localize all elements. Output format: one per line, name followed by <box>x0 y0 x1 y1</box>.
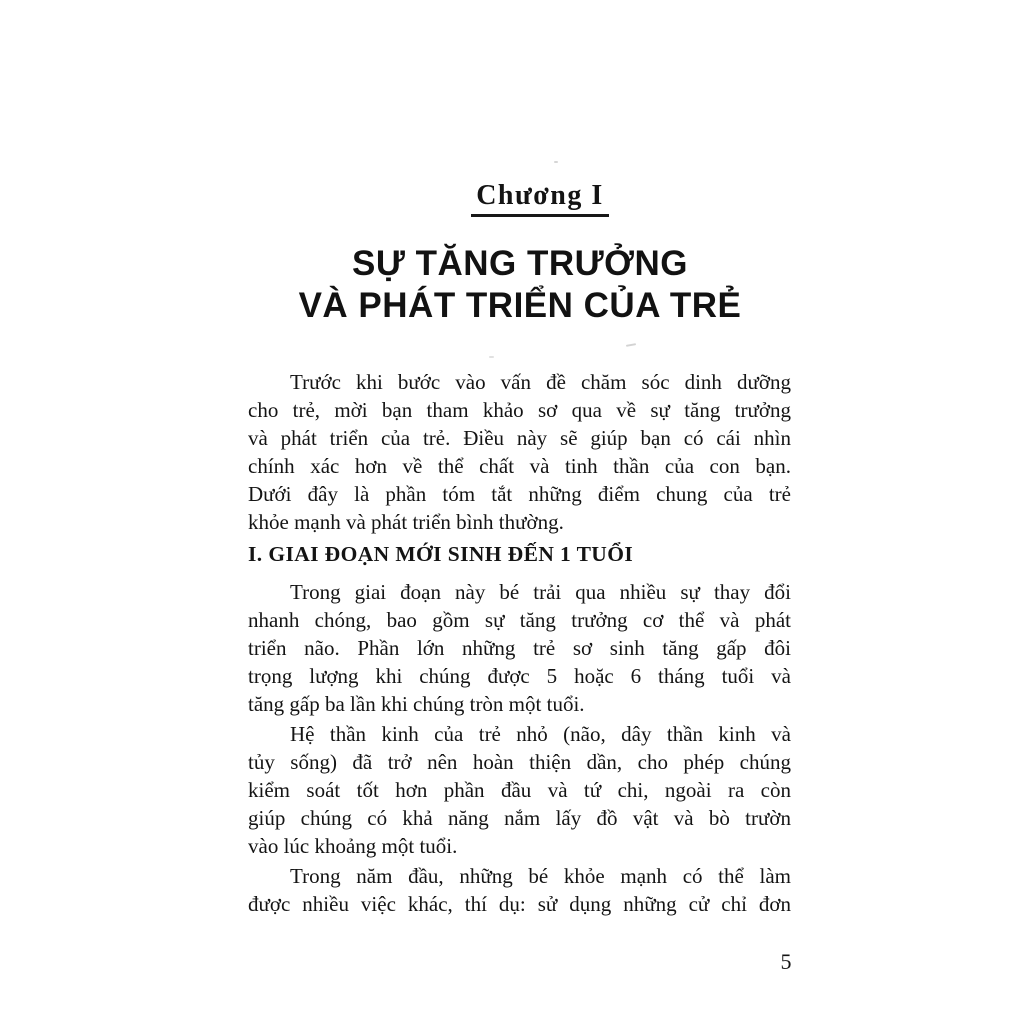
scan-artifact <box>489 356 494 358</box>
text-line: Trước khi bước vào vấn đề chăm sóc dinh dưỡng <box>290 370 791 394</box>
text-line: tủy sống) đã trở nên hoàn thiện dần, cho phép chúng <box>248 750 791 774</box>
text-line: Trong năm đầu, những bé khỏe mạnh có thể làm <box>290 864 791 888</box>
text-line: triển não. Phần lớn những trẻ sơ sinh tăng gấp đôi <box>248 636 791 660</box>
paragraph-growth <box>248 578 791 718</box>
text-line: kiểm soát tốt hơn phần đầu và tứ chi, ngoài ra còn <box>248 778 791 802</box>
text-line: và phát triển của trẻ. Điều này sẽ giúp bạn có cái nhìn <box>248 426 791 450</box>
page-number: 5 <box>780 949 792 974</box>
chapter-title-line-2: VÀ PHÁT TRIỂN CỦA TRẺ <box>298 286 742 325</box>
paragraph-intro <box>248 368 791 536</box>
section-heading: I. GIAI ĐOẠN MỚI SINH ĐẾN 1 TUỔI <box>248 542 634 566</box>
text-line: trọng lượng khi chúng được 5 hoặc 6 tháng tuổi và <box>248 664 791 688</box>
scan-artifact <box>626 343 636 347</box>
chapter-label: Chương I <box>471 181 609 217</box>
text-line: chính xác hơn về thể chất và tinh thần của con bạn. <box>248 454 791 478</box>
text-line: tăng gấp ba lần khi chúng tròn một tuổi. <box>248 692 585 716</box>
chapter-title-line-1: SỰ TĂNG TRƯỞNG <box>351 244 689 283</box>
text-line: Trong giai đoạn này bé trải qua nhiều sự thay đổi <box>290 580 791 604</box>
text-line: khỏe mạnh và phát triển bình thường. <box>248 510 564 534</box>
text-line: giúp chúng có khả năng nắm lấy đồ vật và bò trườn <box>248 806 791 830</box>
scan-artifact <box>554 161 558 163</box>
paragraph-nervous-system <box>248 720 791 860</box>
text-line: được nhiều việc khác, thí dụ: sử dụng những cử chỉ đơn <box>248 892 791 916</box>
paragraph-first-year <box>248 862 791 918</box>
text-line: Dưới đây là phần tóm tắt những điểm chung của trẻ <box>248 482 791 506</box>
text-line: nhanh chóng, bao gồm sự tăng trưởng cơ thể và phát <box>248 608 791 632</box>
chapter-heading <box>248 181 792 217</box>
text-line: vào lúc khoảng một tuổi. <box>248 834 458 858</box>
chapter-title <box>198 243 842 327</box>
text-line: cho trẻ, mời bạn tham khảo sơ qua về sự tăng trưởng <box>248 398 791 422</box>
text-line: Hệ thần kinh của trẻ nhỏ (não, dây thần kinh và <box>290 722 791 746</box>
